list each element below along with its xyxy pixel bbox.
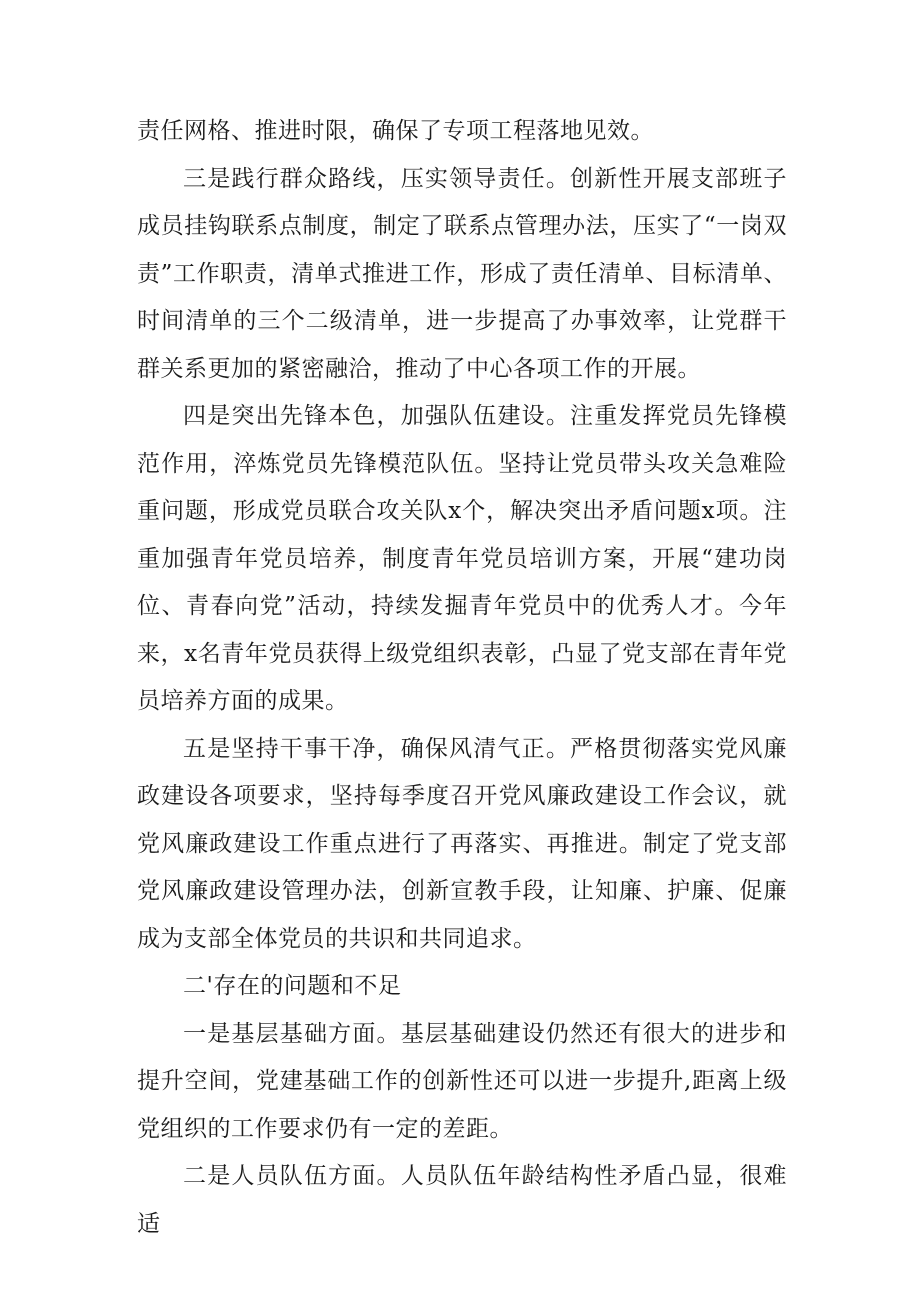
paragraph-item-five: 五是坚持干事干净，确保风清气正。严格贯彻落实党风廉政建设各项要求，坚持每季度召开党风廉政建设工作会议，就党风廉政建设工作重点进行了再落实、再推进。制定了党支部党风廉政建设管理办法，创新宣教手段，让知廉、护廉、促廉成为支部全体党员的共识和共同追求。 bbox=[137, 735, 787, 952]
paragraph-problem-one: 一是基层基础方面。基层基础建设仍然还有很大的进步和提升空间，党建基础工作的创新性还可以进一步提升,距离上级党组织的工作要求仍有一定的差距。 bbox=[137, 1020, 787, 1142]
document-body bbox=[137, 108, 787, 1248]
paragraph-problem-two: 二是人员队伍方面。人员队伍年龄结构性矛盾凸显，很难适 bbox=[137, 1163, 787, 1237]
paragraph-item-four: 四是突出先锋本色，加强队伍建设。注重发挥党员先锋模范作用，淬炼党员先锋模范队伍。坚持让党员带头攻关急难险重问题，形成党员联合攻关队x个，解决突出矛盾问题x项。注重加强青年党员培养，制度青年党员培训方案，开展“建功岗位、青春向党”活动，持续发掘青年党员中的优秀人才。今年来，x名青年党员获得上级党组织表彰，凸显了党支部在青年党员培养方面的成果。 bbox=[137, 403, 787, 714]
section-heading-problems: 二'存在的问题和不足 bbox=[183, 973, 402, 999]
paragraph-continuation: 责任网格、推进时限，确保了专项工程落地见效。 bbox=[137, 118, 654, 144]
paragraph-item-three: 三是践行群众路线，压实领导责任。创新性开展支部班子成员挂钩联系点制度，制定了联系点管理办法，压实了“一岗双责”工作职责，清单式推进工作，形成了责任清单、目标清单、时间清单的三个二级清单，进一步提高了办事效率，让党群干群关系更加的紧密融洽，推动了中心各项工作的开展。 bbox=[137, 165, 787, 382]
